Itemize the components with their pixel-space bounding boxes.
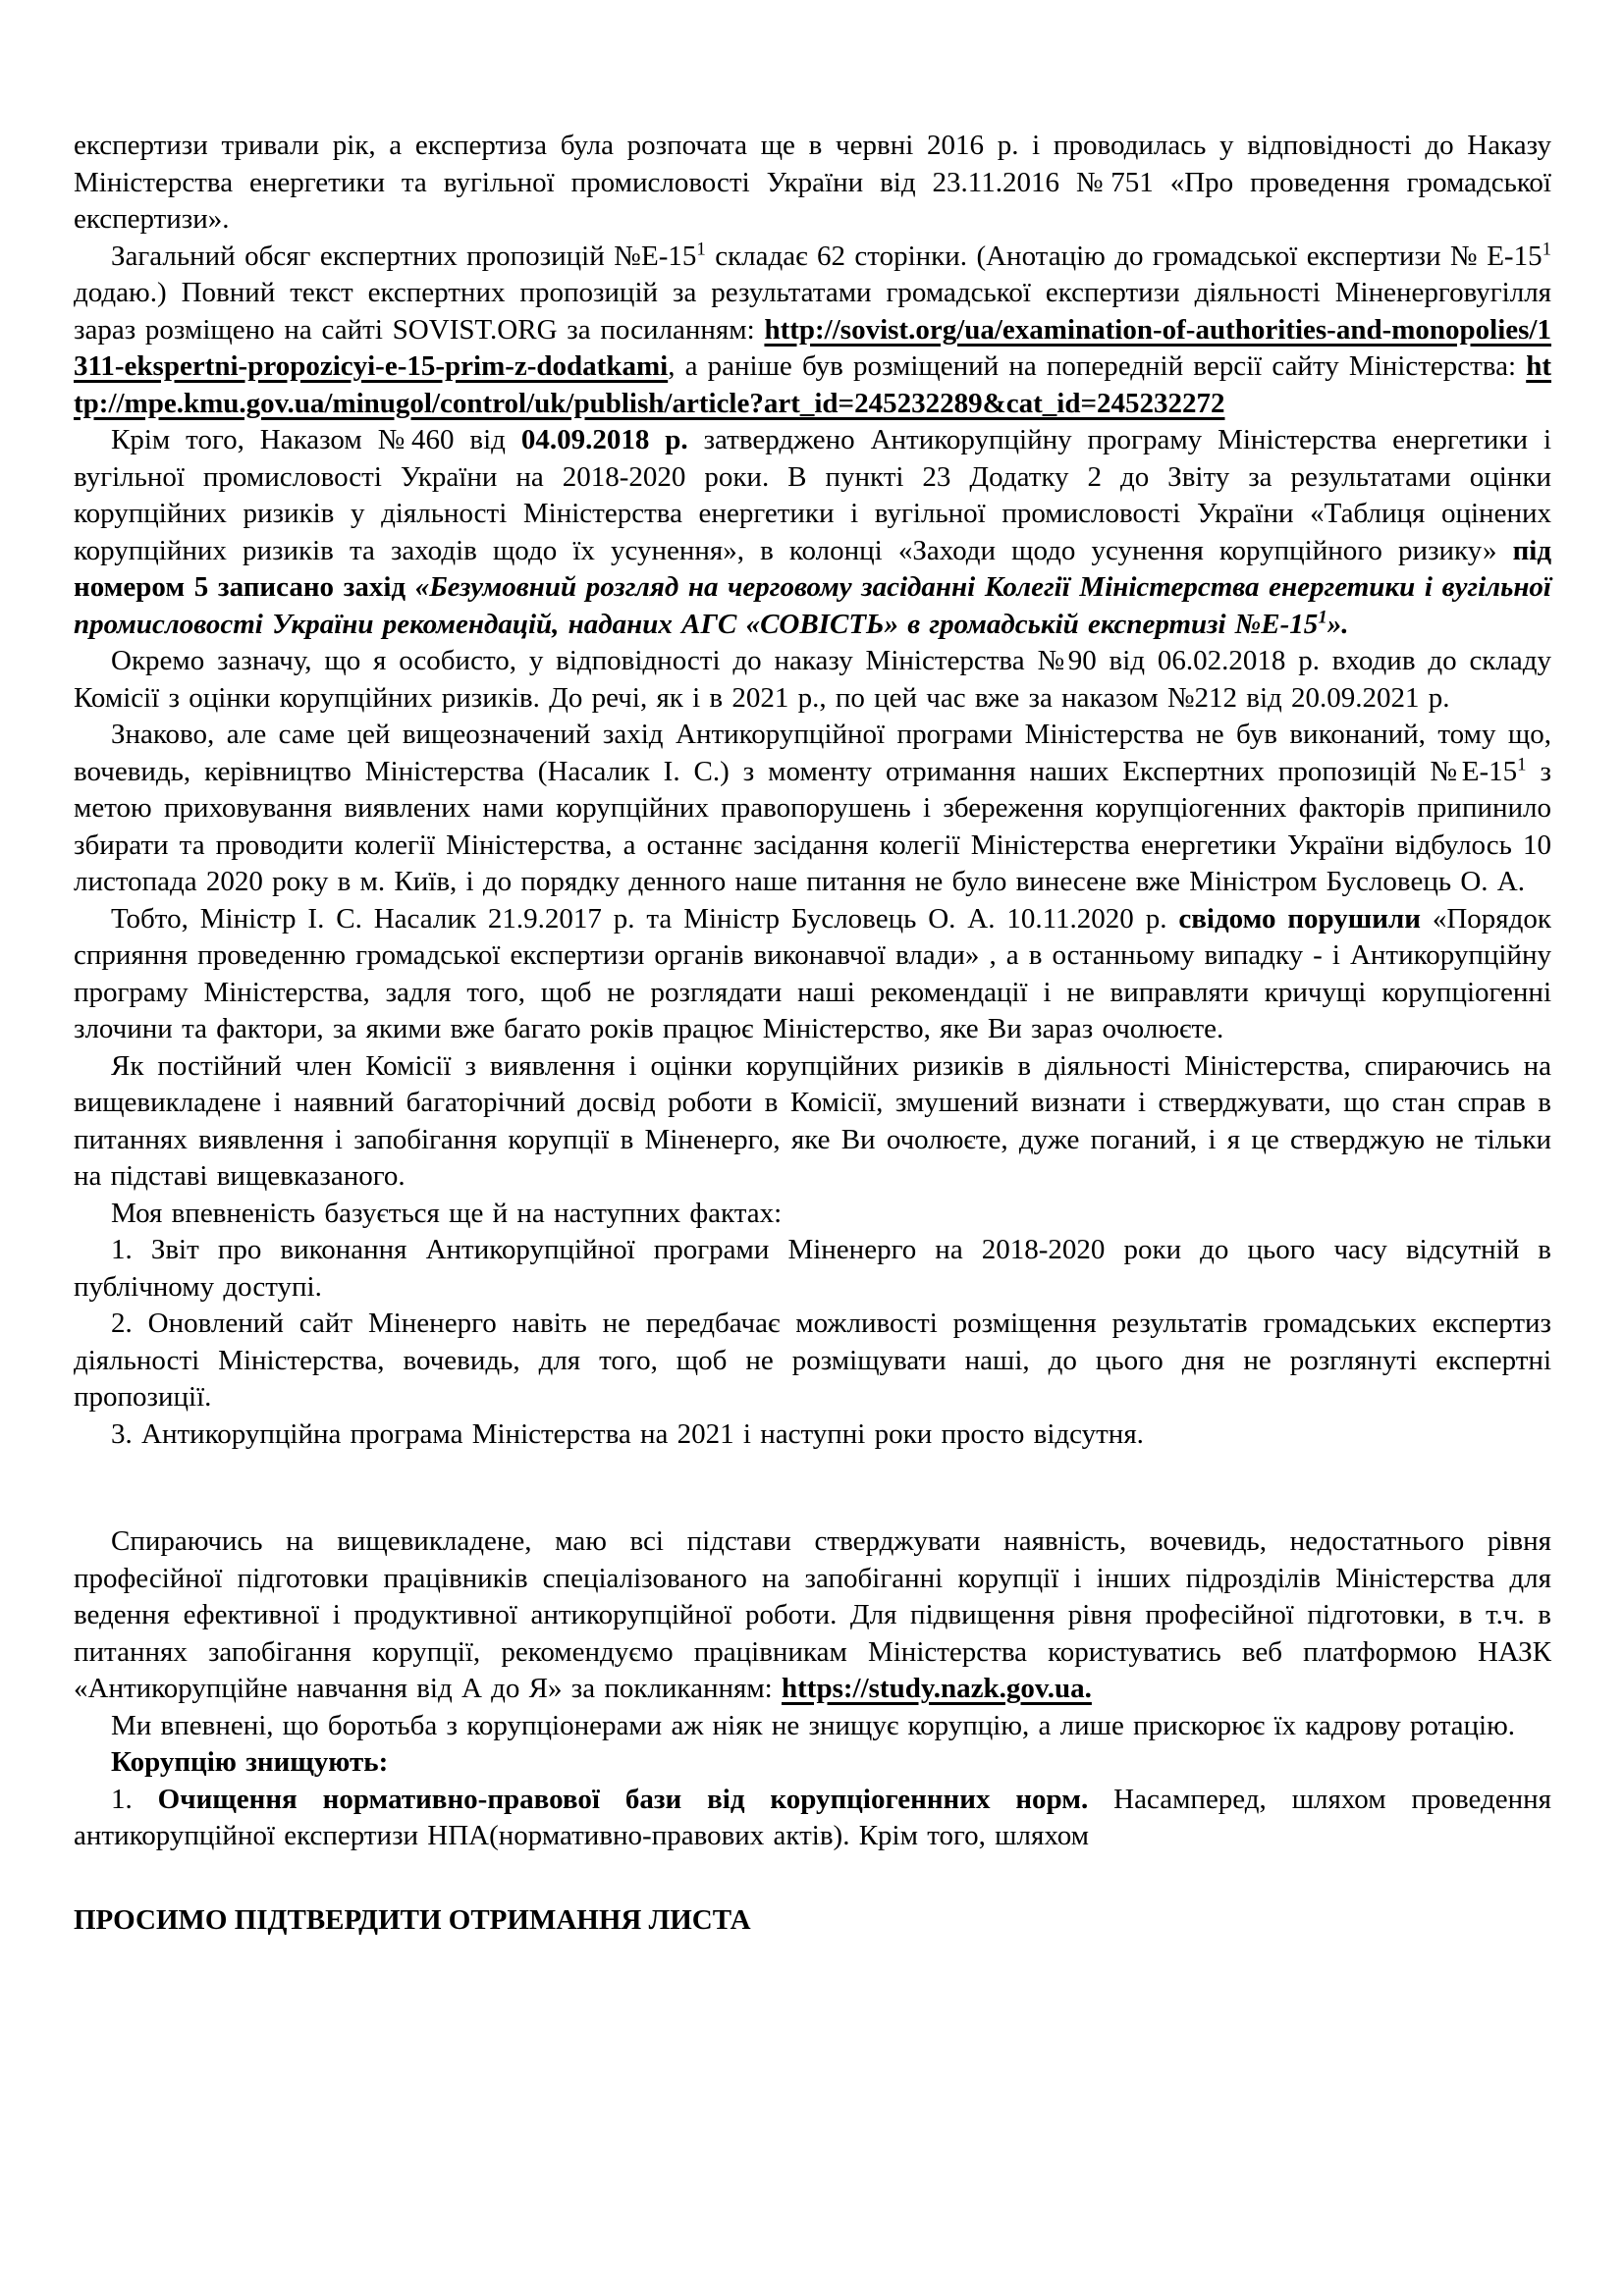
paragraph-ministers-violations <box>74 901 1551 1048</box>
text-run: додаю.) Повний текст експертних пропозицій за результатами громадської експертизи діяльності Міненерговугілля зараз розміщено на сайті SOVIST.ORG за посиланням: <box>74 277 1551 346</box>
text-run: «Порядок сприяння проведенню громадської експертизи органів виконавчої влади» , а в останньому випадку - і Антикорупційну програму Міністерства, задля того, щоб не розглядати наші рекомендації і не виправляти кричущі корупціогенні злочини та фактори, за якими вже багато років працює Міністерство, яке Ви зараз очолюєте. <box>74 902 1551 1044</box>
paragraph-order-460 <box>74 422 1551 643</box>
text-run: Спираючись на вищевикладене, маю всі підстави стверджувати наявність, вочевидь, недостатнього рівня професійної підготовки працівників спеціалізованого на запобіганні корупції і інших підрозділів Міністерства для ведення ефективної і продуктивної антикорупційної роботи. Для підвищення рівня професійної підготовки, в т.ч. в питаннях запобігання корупції, рекомендуємо працівникам Міністерства користуватись веб платформою НАЗК «Антикорупційне навчання від А до Я» за покликанням: <box>74 1525 1551 1704</box>
text-run: Корупцію знищують: <box>111 1746 389 1778</box>
paragraph-confidence-facts-intro <box>74 1196 1551 1233</box>
text-run: складає 62 сторінки. (Анотацію до громадської експертизи № Е-15 <box>705 240 1543 272</box>
paragraph-commission-member-statement <box>74 1048 1551 1196</box>
text-run: Крім того, Наказом №460 від <box>111 424 521 455</box>
text-run: Очищення нормативно-правової бази від корупціогеннних норм. <box>157 1783 1089 1815</box>
url-link[interactable]: http://sovist.org/ua/examination-of-authorities-and-monopolies/1311-ekspertni-propozicyi-e-15-prim-z-dodatkami <box>74 313 1551 382</box>
paragraph-commission-membership <box>74 643 1551 717</box>
text-run: експертизи тривали рік, а експертиза була розпочата ще в червні 2016 р. і проводилась у відповідності до Наказу Міністерства енергетики та вугільної промисловості України від 23.11.2016 №751 «Про проведення громадської експертизи». <box>74 130 1551 235</box>
text-run: Моя впевненість базується ще й на наступних фактах: <box>111 1197 783 1229</box>
list-item-1-cleaning-legal-base <box>74 1782 1551 1855</box>
list-item-3-program-absent <box>74 1416 1551 1454</box>
list-item-2-site-no-placement <box>74 1306 1551 1416</box>
text-run: 3. Антикорупційна програма Міністерства на 2021 і наступні роки просто відсутня. <box>111 1417 1144 1450</box>
text-run: Насамперед, шляхом проведення антикорупційної експертизи НПА(нормативно-правових актів). Крім того, шляхом <box>74 1783 1551 1851</box>
text-run: 1. <box>111 1783 158 1815</box>
text-run: затверджено Антикорупційну програму Міністерства енергетики і вугільної промисловості України на 2018-2020 роки. В пункті 23 Додатку 2 до Звіту за результатами оцінки корупційних ризиків у діяльності Міністерства енергетики і вугільної промисловості України «Таблиця оцінених корупційних ризиків та заходів щодо їх усунення», в колонці «Заходи щодо усунення корупційного ризику» <box>74 424 1552 566</box>
paragraph-measure-not-implemented <box>74 717 1551 901</box>
text-run: , а раніше був розміщений на попередній версії сайту Міністерства: <box>668 350 1527 382</box>
document-body <box>74 128 1551 1855</box>
text-run: Окремо зазначу, що я особисто, у відповідності до наказу Міністерства №90 від 06.02.2018 р. входив до складу Комісії з оцінки корупційних ризиків. До речі, як і в 2021 р., по цей час вже за наказом №212 від 20.09.2021 р. <box>74 645 1551 714</box>
paragraph-rotation <box>74 1708 1551 1745</box>
text-run: «Безумовний розгляд на черговому засіданні Колегії Міністерства енергетики і вугільної промисловості України рекомендацій, наданих АГС «СОВІСТЬ» в громадській експертизі №Е-15 <box>74 571 1551 640</box>
paragraph-proposals-volume <box>74 239 1551 423</box>
text-run: Загальний обсяг експертних пропозицій №Е-15 <box>111 240 697 272</box>
superscript-note-ref: 1 <box>1542 238 1551 259</box>
text-run: ». <box>1326 608 1349 640</box>
text-run: свідомо порушили <box>1178 902 1421 934</box>
text-run: під номером 5 записано захід <box>74 534 1551 603</box>
text-run: 1. Звіт про виконання Антикорупційної програми Міненерго на 2018-2020 роки до цього часу відсутній в публічному доступі. <box>74 1234 1551 1303</box>
paragraph-training-recommendation <box>74 1523 1551 1708</box>
text-run: Знаково, але саме цей вищеозначений захід Антикорупційної програми Міністерства не був виконаний, тому що, вочевидь, керівництво Міністерства (Насалик І. С.) з моменту отримання наших Експертних пропозицій №Е-15 <box>74 719 1551 787</box>
superscript-note-ref: 1 <box>1517 753 1527 774</box>
text-run: Як постійний член Комісії з виявлення і оцінки корупційних ризиків в діяльності Міністерства, спираючись на вищевикладене і наявний багаторічний досвід роботи в Комісії, змушений визнати і стверджувати, що стан справ в питаннях виявлення і запобігання корупції в Міненерго, яке Ви очолюєте, дуже поганий, і я це стверджую не тільки на підставі вищевказаного. <box>74 1049 1551 1192</box>
superscript-note-ref: 1 <box>1318 606 1327 627</box>
paragraph-expertise-start <box>74 128 1551 239</box>
list-item-1-report-missing <box>74 1232 1551 1306</box>
url-link[interactable]: https://study.nazk.gov.ua. <box>782 1673 1092 1704</box>
paragraph-corruption-destroyed-heading <box>74 1744 1551 1782</box>
text-run: 2. Оновлений сайт Міненерго навіть не передбачає можливості розміщення результатів громадських експертиз діяльності Міністерства, вочевидь, для того, щоб не розміщувати наші, до цього дня не розглянуті експертні пропозиції. <box>74 1308 1551 1413</box>
text-run: Ми впевнені, що боротьба з корупціонерами аж ніяк не знищує корупцію, а лише прискорює їх кадрову ротацію. <box>111 1709 1516 1741</box>
document-page <box>74 128 1551 1967</box>
text-run: 04.09.2018 р. <box>520 424 688 455</box>
text-run: з метою приховування виявлених нами корупційних правопорушень і збереження корупціогенних факторів припинило збирати та проводити колегії Міністерства, а останнє засідання колегії Міністерства енергетики України відбулось 10 листопада 2020 року в м. Київ, і до порядку денного наше питання не було винесене вже Міністром Бусловець О. А. <box>74 755 1551 897</box>
text-run: Тобто, Міністр І. С. Насалик 21.9.2017 р. та Міністр Бусловець О. А. 10.11.2020 р. <box>111 902 1179 934</box>
footer-confirm-receipt: ПРОСИМО ПІДТВЕРДИТИ ОТРИМАННЯ ЛИСТА <box>74 1903 751 1936</box>
url-link[interactable]: http://mpe.kmu.gov.ua/minugol/control/uk/publish/article?art_id=245232289&cat_id=245232272 <box>74 350 1551 419</box>
superscript-note-ref: 1 <box>696 238 706 259</box>
